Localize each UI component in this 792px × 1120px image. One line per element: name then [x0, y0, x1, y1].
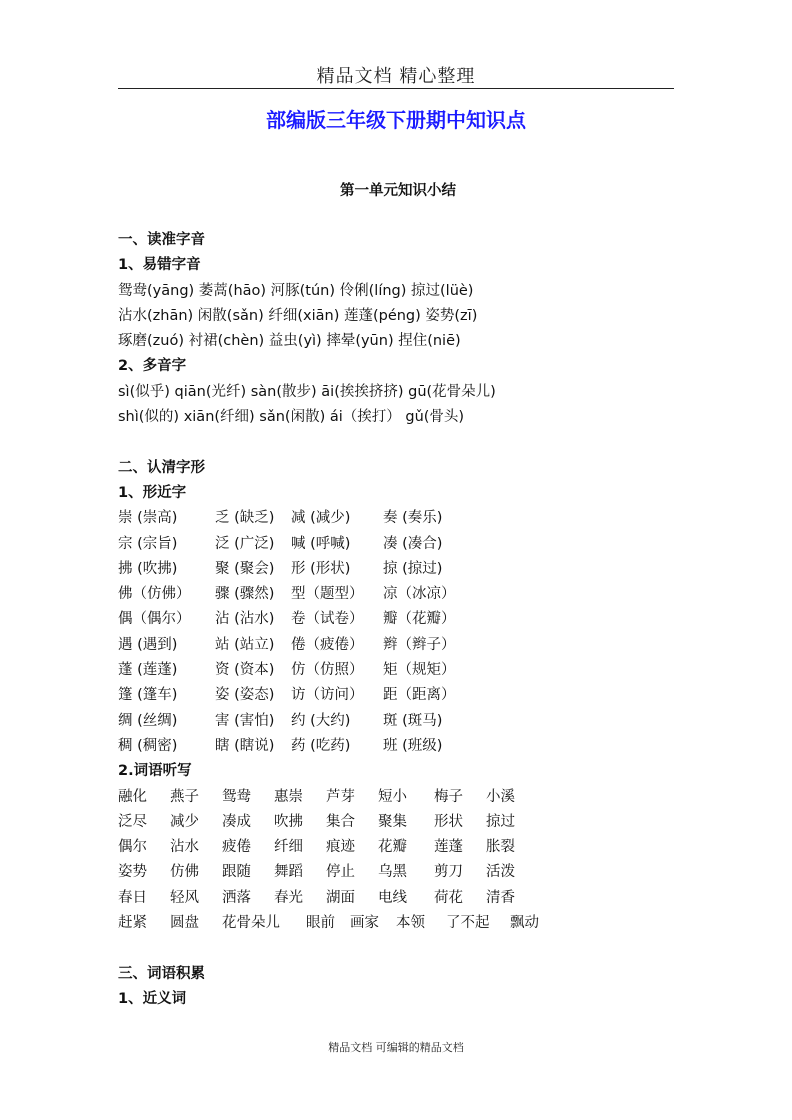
vocab-word: 掠过: [486, 813, 515, 830]
page-footer: 精品文档 可编辑的精品文档: [328, 1041, 464, 1054]
vocab-word: 春光: [274, 889, 303, 906]
char-pair: 矩（规矩）: [383, 662, 456, 679]
subheading-error-prone: 1、易错字音: [118, 257, 201, 274]
char-pair: 掠 (掠过): [383, 560, 443, 577]
char-pair: 凉（冰凉）: [383, 586, 456, 603]
similar-char-row: [118, 582, 678, 607]
vocab-word: 偶尔: [118, 839, 147, 856]
vocab-word: 花瓣: [378, 839, 407, 856]
vocab-word: 融化: [118, 788, 147, 805]
vocab-word: 纤细: [274, 839, 303, 856]
subheading-polyphones: 2、多音字: [118, 358, 187, 375]
vocab-word: 短小: [378, 788, 407, 805]
vocab-word: 痕迹: [326, 839, 355, 856]
vocab-word: 芦芽: [326, 788, 355, 805]
char-pair: 姿 (姿态): [215, 687, 275, 704]
vocab-word: 圆盘: [170, 915, 199, 932]
char-pair: 形 (形状): [291, 560, 351, 577]
section-heading-pronunciation: 一、读准字音: [118, 232, 205, 248]
pronunciation-line: 沾水(zhān) 闲散(sǎn) 纤细(xiān) 莲蓬(péng) 姿势(zī): [118, 307, 478, 324]
vocab-word: 轻风: [170, 889, 199, 906]
vocab-word: 眼前: [306, 915, 335, 932]
vocab-word: 鸳鸯: [222, 788, 251, 805]
vocab-row: [118, 911, 678, 936]
vocab-word: 胀裂: [486, 839, 515, 856]
vocab-word: 仿佛: [170, 864, 199, 881]
vocab-word: 乌黑: [378, 864, 407, 881]
vocab-word: 湖面: [326, 889, 355, 906]
vocab-word: 小溪: [486, 788, 515, 805]
polyphone-line: shì(似的) xiān(纤细) sǎn(闲散) ái（挨打） gǔ(骨头): [118, 409, 465, 426]
similar-char-row: [118, 506, 678, 531]
char-pair: 泛 (广泛): [215, 535, 275, 552]
vocab-word: 舞蹈: [274, 864, 303, 881]
char-pair: 乏 (缺乏): [215, 510, 275, 527]
vocab-word: 飘动: [510, 915, 539, 932]
char-pair: 骤 (骤然): [215, 586, 275, 603]
pronunciation-line: 琢磨(zuó) 衬裙(chèn) 益虫(yì) 摔晕(yūn) 捏住(niē): [118, 333, 461, 350]
vocab-row: [118, 785, 678, 810]
char-pair: 距（距离）: [383, 687, 456, 704]
similar-char-row: [118, 709, 678, 734]
vocab-word: 春日: [118, 889, 147, 906]
char-pair: 蓬 (莲蓬): [118, 662, 178, 679]
vocab-word: 梅子: [434, 788, 463, 805]
char-pair: 佛（仿佛）: [118, 586, 191, 603]
vocab-row: [118, 835, 678, 860]
vocab-word: 活泼: [486, 864, 515, 881]
char-pair: 遇 (遇到): [118, 636, 178, 653]
vocab-word: 本领: [396, 915, 425, 932]
char-pair: 稠 (稠密): [118, 737, 178, 754]
char-pair: 篷 (篷车): [118, 687, 178, 704]
vocab-word: 剪刀: [434, 864, 463, 881]
similar-char-row: [118, 607, 678, 632]
char-pair: 资 (资本): [215, 662, 275, 679]
similar-char-row: [118, 734, 678, 759]
similar-char-row: [118, 633, 678, 658]
vocab-word: 洒落: [222, 889, 251, 906]
vocab-word: 跟随: [222, 864, 251, 881]
vocab-word: 集合: [326, 813, 355, 830]
similar-char-row: [118, 658, 678, 683]
pronunciation-line: 鸳鸯(yāng) 萎蒿(hāo) 河豚(tún) 伶俐(líng) 掠过(lüè): [118, 282, 474, 299]
page-header: 精品文档 精心整理: [316, 66, 476, 87]
char-pair: 瓣（花瓣）: [383, 611, 456, 628]
char-pair: 班 (班级): [383, 737, 443, 754]
char-pair: 宗 (宗旨): [118, 535, 178, 552]
char-pair: 倦（疲倦）: [291, 636, 364, 653]
char-pair: 喊 (呼喊): [291, 535, 351, 552]
char-pair: 害 (害怕): [215, 712, 275, 729]
subheading-synonyms: 1、近义词: [118, 990, 187, 1007]
similar-char-row: [118, 683, 678, 708]
similar-char-row: [118, 532, 678, 557]
char-pair: 减 (减少): [291, 510, 351, 527]
char-pair: 辫（辫子）: [383, 636, 456, 653]
vocab-word: 吹拂: [274, 813, 303, 830]
char-pair: 凑 (凑合): [383, 535, 443, 552]
section-heading-vocabulary: 三、词语积累: [118, 965, 205, 982]
vocab-word: 赶紧: [118, 915, 147, 932]
vocab-word: 泛尽: [118, 813, 147, 830]
vocab-word: 凑成: [222, 813, 251, 830]
subheading-dictation: 2.词语听写: [118, 763, 192, 780]
vocab-word: 减少: [170, 813, 199, 830]
char-pair: 崇 (崇高): [118, 510, 178, 527]
char-pair: 药 (吃药): [291, 737, 351, 754]
vocab-row: [118, 810, 678, 835]
char-pair: 访（访问）: [291, 687, 364, 704]
char-pair: 聚 (聚会): [215, 560, 275, 577]
char-pair: 站 (站立): [215, 636, 275, 653]
document-title: 部编版三年级下册期中知识点: [266, 108, 526, 132]
similar-char-row: [118, 557, 678, 582]
vocab-word: 形状: [434, 813, 463, 830]
vocab-word: 荷花: [434, 889, 463, 906]
char-pair: 奏 (奏乐): [383, 510, 443, 527]
vocab-row: [118, 860, 678, 885]
document-body: [118, 178, 678, 1012]
vocab-word: 了不起: [446, 915, 490, 932]
vocab-word: 停止: [326, 864, 355, 881]
char-pair: 拂 (吹拂): [118, 560, 178, 577]
section-heading-character-forms: 二、认清字形: [118, 459, 205, 476]
vocab-word: 姿势: [118, 864, 147, 881]
char-pair: 斑 (斑马): [383, 712, 443, 729]
char-pair: 仿（仿照）: [291, 662, 364, 679]
vocab-word: 疲倦: [222, 839, 251, 856]
unit-title: 第一单元知识小结: [340, 183, 456, 199]
vocab-row: [118, 886, 678, 911]
vocab-word: 沾水: [170, 839, 199, 856]
char-pair: 约 (大约): [291, 712, 351, 729]
vocab-word: 莲蓬: [434, 839, 463, 856]
vocab-word: 画家: [350, 915, 379, 932]
vocab-word: 电线: [378, 889, 407, 906]
char-pair: 绸 (丝绸): [118, 712, 178, 729]
vocab-word: 清香: [486, 889, 515, 906]
char-pair: 沾 (沾水): [215, 611, 275, 628]
header-divider: [118, 88, 674, 89]
subheading-similar-characters: 1、形近字: [118, 484, 187, 501]
char-pair: 卷（试卷）: [291, 611, 364, 628]
vocab-word: 花骨朵儿: [222, 915, 280, 932]
char-pair: 型（题型）: [291, 586, 364, 603]
vocab-word: 惠崇: [274, 788, 303, 805]
vocab-word: 聚集: [378, 813, 407, 830]
char-pair: 偶（偶尔）: [118, 611, 191, 628]
char-pair: 瞎 (瞎说): [215, 737, 275, 754]
vocab-word: 燕子: [170, 788, 199, 805]
polyphone-line: sì(似乎) qiān(光纤) sàn(散步) āi(挨挨挤挤) gū(花骨朵儿): [118, 383, 496, 400]
